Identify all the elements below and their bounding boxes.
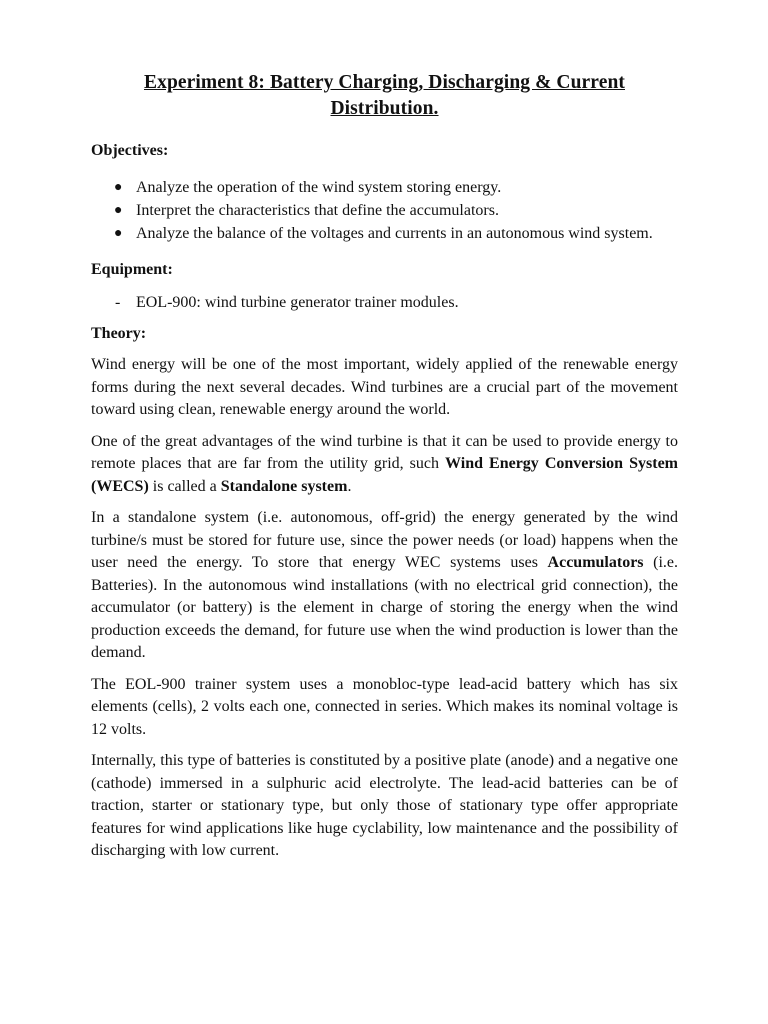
list-item	[91, 222, 678, 245]
theory-heading: Theory:	[91, 325, 147, 342]
bold-term-standalone: Standalone system	[220, 477, 348, 495]
title-line-2: Distribution.	[330, 98, 439, 119]
equipment-text: EOL-900: wind turbine generator trainer modules.	[136, 294, 459, 311]
bold-term-wecs: Wind Energy Conversion System (WECS)	[91, 455, 678, 495]
bullet-icon: ●	[114, 203, 123, 218]
dash-marker: -	[115, 294, 121, 311]
text-run: In a standalone system (i.e. autonomous, off-grid) the energy generated by the wind turbine/s must be stored for future use, since the power needs (or load) happens when the user need the energy. To store that energy WEC systems uses	[91, 509, 678, 571]
theory-paragraph-1: Wind energy will be one of the most important, widely applied of the renewable energy forms during the next several decades. Wind turbines are a crucial part of the movement toward using clean, renewable energy around the world.	[91, 356, 678, 418]
text-run: .	[347, 477, 352, 495]
text-run: (i.e. Batteries). In the autonomous wind installations (with no electrical grid connection), the accumulator (or battery) is the element in charge of storing the energy when the wind production exceeds the demand, for future use when the wind production is lower than the demand.	[91, 554, 679, 661]
equipment-heading: Equipment:	[91, 261, 173, 278]
equipment-list	[91, 291, 678, 314]
text-run: One of the great advantages of the wind turbine is that it can be used to provide energy to remote places that are far from the utility grid, such	[91, 432, 678, 472]
title-line-1: Experiment 8: Battery Charging, Discharging & Current	[143, 72, 625, 93]
list-item	[91, 199, 678, 222]
objectives-heading: Objectives:	[91, 142, 169, 159]
objective-text: Analyze the balance of the voltages and currents in an autonomous wind system.	[136, 225, 653, 242]
objective-text: Analyze the operation of the wind system storing energy.	[136, 179, 502, 196]
bold-term-accumulators: Accumulators	[547, 554, 644, 571]
theory-paragraph-3	[91, 507, 678, 665]
objective-text: Interpret the characteristics that define the accumulators.	[136, 202, 499, 219]
page-title	[91, 70, 678, 122]
bullet-icon: ●	[114, 226, 123, 241]
text-run: is called a	[148, 477, 221, 495]
theory-paragraph-2	[91, 431, 678, 499]
objectives-list	[91, 176, 678, 245]
theory-paragraph-4: The EOL-900 trainer system uses a monobloc-type lead-acid battery which has six elements (cells), 2 volts each one, connected in series. Which makes its nominal voltage is 12 volts.	[91, 675, 678, 738]
bullet-icon: ●	[114, 180, 123, 195]
list-item	[91, 176, 678, 199]
list-item	[91, 291, 678, 314]
theory-paragraph-5: Internally, this type of batteries is constituted by a positive plate (anode) and a negative one (cathode) immersed in a sulphuric acid electrolyte. The lead-acid batteries can be of traction, starter or stationary type, but only those of stationary type offer appropriate features for wind applications like huge cyclability, low maintenance and the possibility of discharging with low current.	[91, 752, 678, 859]
